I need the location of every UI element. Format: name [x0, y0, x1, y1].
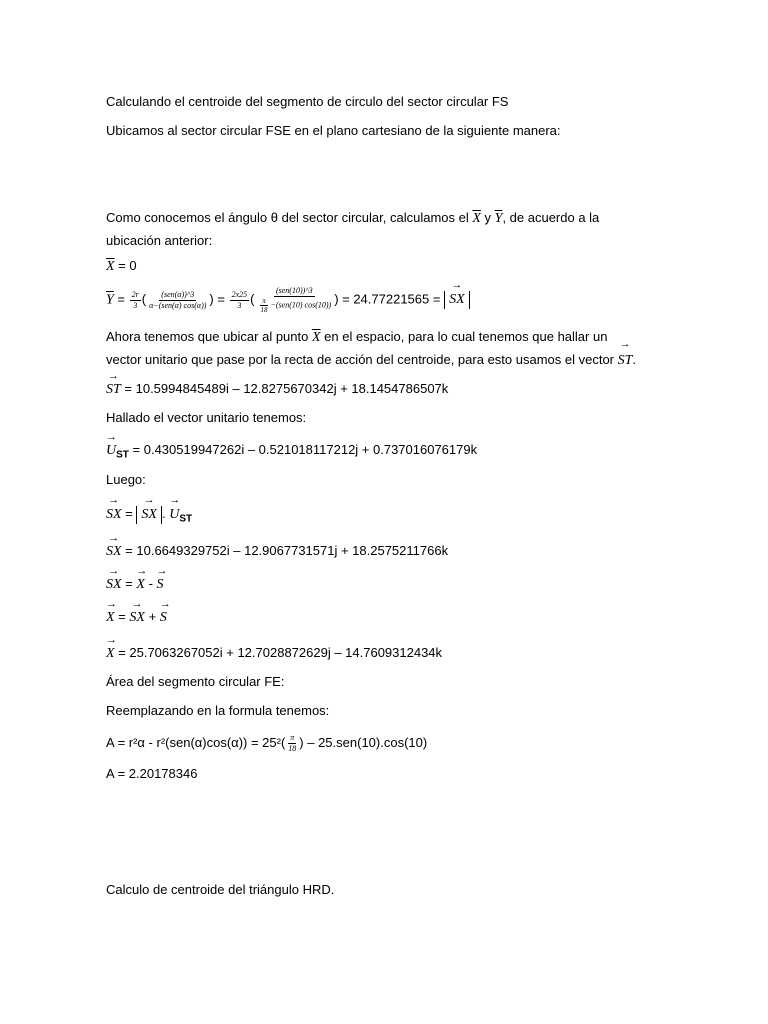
area-equation: A = r²α - r²(sen(α)cos(α)) = 25²( $\frac{\pi}{18}$ ) – 25.sen(10).cos(10)	[106, 733, 428, 754]
x-equation-1: → X = → SX + → S	[106, 609, 167, 626]
angle-paragraph: Como conocemos el ángulo θ del sector circular, calculamos el $\overline{X}$ y $\overline{Y}$, de acuerdo a la ubicación anterior:	[106, 210, 600, 248]
vector-paragraph: Ahora tenemos que ubicar al punto $\overline{X}$ en el espacio, para lo cual tenemos que hallar un vector unitario que pase por la recta de acción del centroide, para esto usamos el vector → ST.	[106, 326, 646, 372]
sx-equation-1: → SX = → SX . → $U_{ST}$	[106, 505, 192, 529]
ust-equation: → $U_{ST} = 0.430519947262i - 0.521018117212j + 0.737016076179k$	[106, 442, 477, 464]
area-title: Área del segmento circular FE:	[106, 674, 285, 689]
triangle-title: Calculo de centroide del triángulo HRD.	[106, 882, 335, 897]
st-equation: → ST = 10.5994845489i – 12.8275670342j + 18.1454786507k	[106, 381, 448, 398]
sx-equation-3: → SX = → X - → S	[106, 576, 164, 593]
xbar-equation: $\overline{X} = 0$	[106, 258, 137, 274]
section-title: Calculando el centroide del segmento de circulo del sector circular FS	[106, 94, 509, 109]
area-result: A = 2.20178346	[106, 766, 198, 781]
st-vector: → ST	[618, 350, 633, 372]
replace-label: Reemplazando en la formula tenemos:	[106, 703, 330, 718]
xbar-symbol: $\overline{X}$	[472, 211, 481, 226]
unit-vector-label: Hallado el vector unitario tenemos:	[106, 410, 307, 425]
ybar-equation: $\overline{Y}$ = $\frac{2r}{3}$ ( $\frac{\text{(sen(α))\textasciicircum{}3}}{\text{α−(sen(α) cos(α))}}$ ) = $\frac{2x25}{3}$ ( (sen(10))^3 $\frac{\pi}{18}$ −(sen(10) cos(10)) ) = 24.77221565 = → SX	[106, 286, 470, 314]
luego-label: Luego:	[106, 472, 146, 487]
intro-text: Ubicamos al sector circular FSE en el plano cartesiano de la siguiente manera:	[106, 123, 561, 138]
sx-equation-2: → SX = 10.6649329752i – 12.9067731571j + 18.2575211766k	[106, 543, 448, 560]
x-equation-2: → X = 25.7063267052i + 12.7028872629j – 14.7609312434k	[106, 645, 442, 662]
ybar-symbol: $\overline{Y}$	[494, 211, 503, 226]
